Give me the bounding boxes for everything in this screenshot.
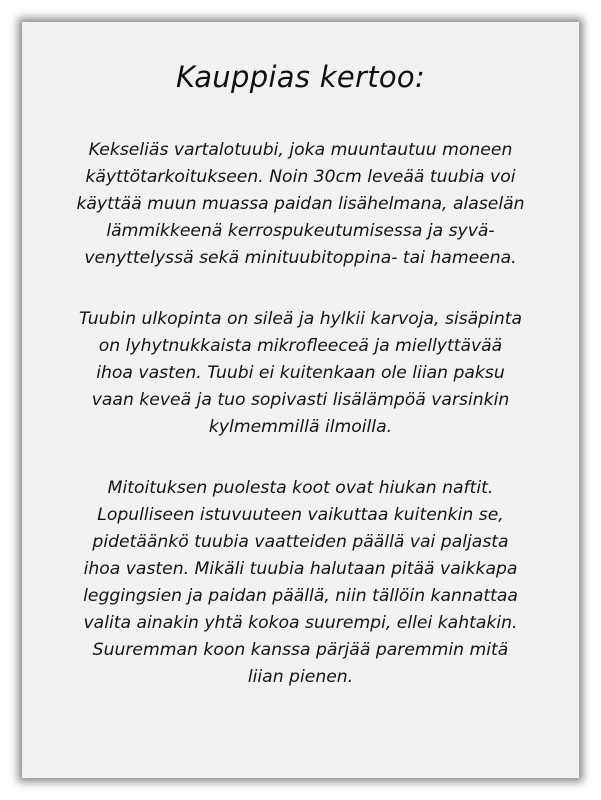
text-line: Suuremman koon kanssa pärjää paremmin mitä [92,640,509,660]
text-line: käyttää muun muassa paidan lisähelmana, alaselän [76,194,525,214]
text-line: ihoa vasten. Mikäli tuubia halutaan pitää vaikkapa [83,559,518,579]
text-line: pidetäänkö tuubia vaatteiden päällä vai paljasta [92,532,509,552]
paragraph-sizing [28,475,573,691]
text-line: valita ainakin yhtä kokoa suurempi, ellei kahtakin. [83,613,518,633]
text-line: vaan keveä ja tuo sopivasti lisälämpöä varsinkin [91,390,510,410]
text-line: leggingsien ja paidan päällä, niin tällöin kannattaa [83,586,518,606]
text-line: Kekseliäs vartalotuubi, joka muuntautuu moneen [88,140,513,160]
text-line: käyttötarkoitukseen. Noin 30cm leveää tuubia voi [85,167,516,187]
paragraph-product-description [28,137,573,272]
text-line: Mitoituksen puolesta koot ovat hiukan naftit. [107,478,494,498]
text-line: lämmikkeenä kerrospukeutumisessa ja syvä- [106,221,495,241]
text-line: Lopulliseen istuvuuteen vaikuttaa kuitenkin se, [97,505,504,525]
text-line: kylmemmillä ilmoilla. [208,417,393,437]
text-line: venyttelyssä sekä minituubitoppina- tai hameena. [84,248,517,268]
note-card [22,22,579,778]
text-line: on lyhytnukkaista mikrofleeceä ja miellyttävää [98,336,503,356]
text-line: Tuubin ulkopinta on sileä ja hylkii karvoja, sisäpinta [78,309,523,329]
text-line: ihoa vasten. Tuubi ei kuitenkaan ole liian paksu [96,363,505,383]
paragraph-material [28,306,573,441]
text-line: liian pienen. [247,667,354,687]
note-title: Kauppias kertoo: [175,60,426,94]
